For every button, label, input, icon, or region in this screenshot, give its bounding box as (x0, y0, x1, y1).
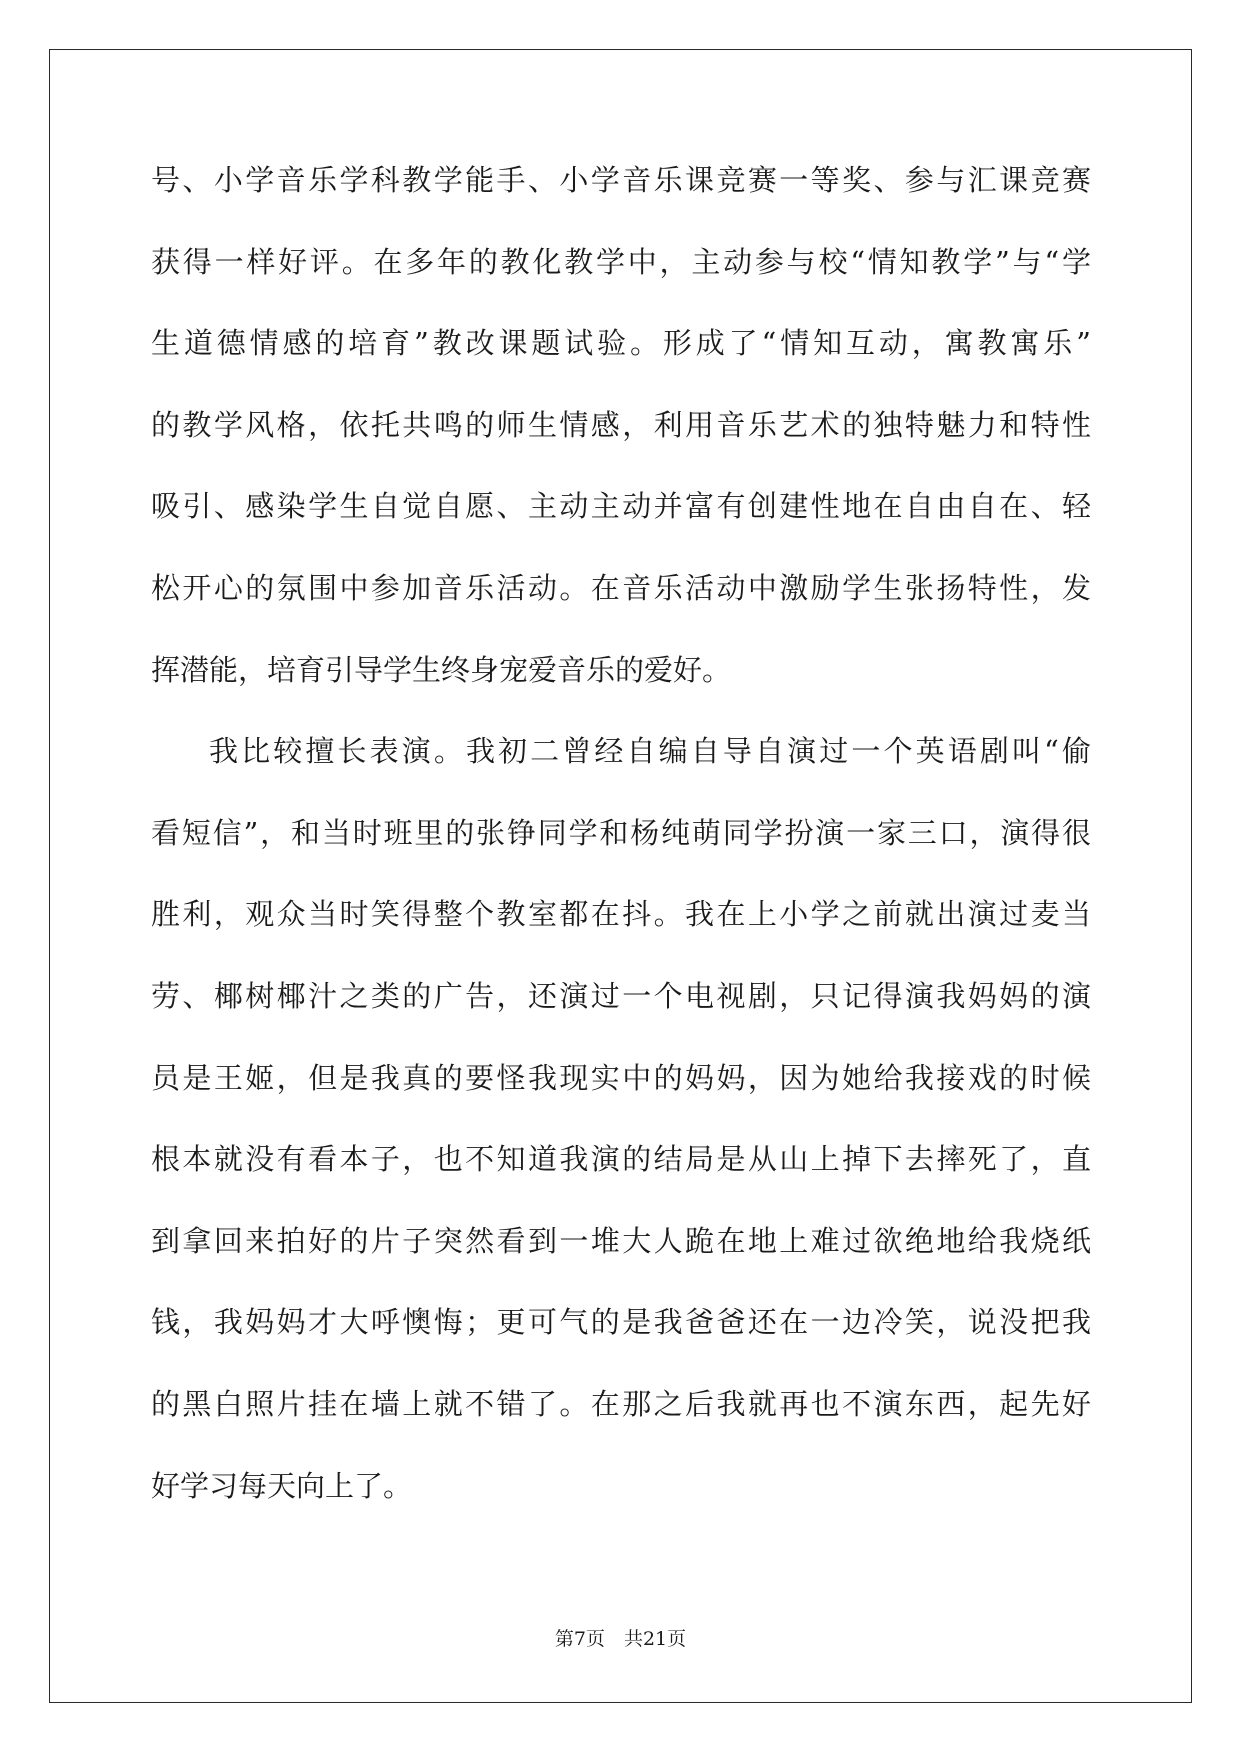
paragraph-line: 员是王姬，但是我真的要怪我现实中的妈妈，因为她给我接戏的时候 (151, 1060, 1091, 1095)
paragraph-line: 挥潜能，培育引导学生终身宠爱音乐的爱好。 (151, 652, 732, 687)
paragraph-line: 劳、椰树椰汁之类的广告，还演过一个电视剧，只记得演我妈妈的演 (151, 978, 1091, 1013)
paragraph-line: 钱，我妈妈才大呼懊悔；更可气的是我爸爸还在一边冷笑，说没把我 (151, 1305, 1091, 1340)
paragraph-line: 到拿回来拍好的片子突然看到一堆大人跪在地上难过欲绝地给我烧纸 (151, 1223, 1091, 1258)
paragraph-1 (151, 160, 1091, 731)
paragraph-line: 获得一样好评。在多年的教化教学中，主动参与校“情知教学”与“学 (151, 244, 1091, 279)
paragraph-line: 生道德情感的培育”教改课题试验。形成了“情知互动，寓教寓乐” (151, 326, 1091, 361)
document-body (151, 160, 1091, 1547)
paragraph-line: 根本就没有看本子，也不知道我演的结局是从山上掉下去摔死了，直 (151, 1142, 1091, 1177)
paragraph-line: 看短信”，和当时班里的张铮同学和杨纯萌同学扮演一家三口，演得很 (151, 815, 1091, 850)
paragraph-line: 我比较擅长表演。我初二曾经自编自导自演过一个英语剧叫“偷 (209, 734, 1091, 769)
paragraph-line: 号、小学音乐学科教学能手、小学音乐课竞赛一等奖、参与汇课竞赛 (151, 163, 1091, 197)
paragraph-line: 的黑白照片挂在墙上就不错了。在那之后我就再也不演东西，起先好 (151, 1386, 1091, 1421)
paragraph-line: 的教学风格，依托共鸣的师生情感，利用音乐艺术的独特魅力和特性 (151, 407, 1091, 442)
paragraph-line: 胜利，观众当时笑得整个教室都在抖。我在上小学之前就出演过麦当 (151, 897, 1091, 932)
paragraph-line: 松开心的氛围中参加音乐活动。在音乐活动中激励学生张扬特性，发 (151, 570, 1091, 605)
paragraph-line: 吸引、感染学生自觉自愿、主动主动并富有创建性地在自由自在、轻 (151, 489, 1091, 524)
paragraph-2 (151, 731, 1091, 1547)
paragraph-line: 好学习每天向上了。 (151, 1468, 413, 1503)
page-number: 第7页 共21页 (554, 1628, 687, 1650)
